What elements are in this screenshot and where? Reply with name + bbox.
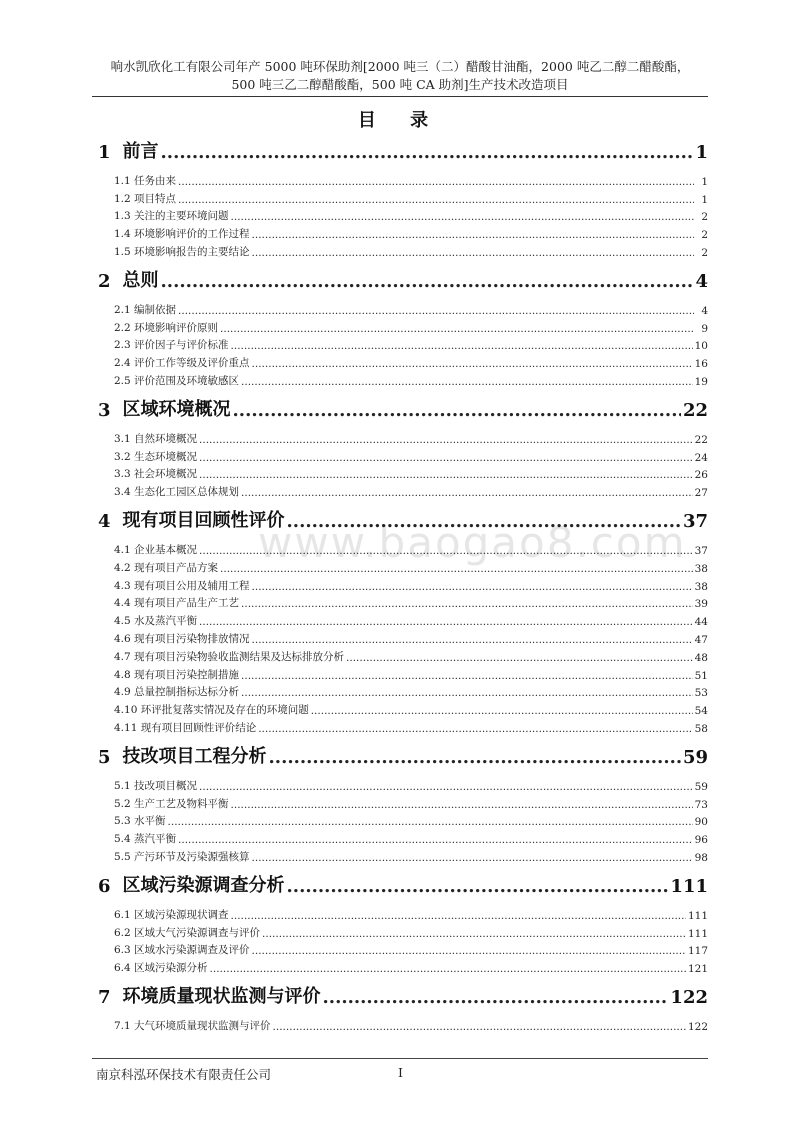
section-page: 19 — [694, 375, 708, 388]
toc-chapter-4[interactable] — [92, 499, 708, 539]
chapter-number: 4 — [98, 511, 111, 533]
dot-leader — [252, 852, 693, 864]
toc-section[interactable] — [92, 317, 708, 335]
toc-section[interactable] — [92, 1015, 708, 1033]
section-page: 117 — [687, 945, 708, 958]
dot-leader — [287, 876, 669, 897]
section-page: 2 — [701, 246, 708, 259]
dot-leader — [311, 705, 693, 717]
dot-leader — [241, 376, 693, 388]
dot-leader — [168, 816, 693, 828]
toc-chapter-7[interactable] — [92, 975, 708, 1015]
toc-section[interactable] — [92, 593, 708, 611]
toc-section[interactable] — [92, 922, 708, 940]
dot-leader — [241, 487, 693, 499]
dot-leader — [231, 799, 693, 811]
section-page: 9 — [701, 322, 708, 335]
chapter-page: 59 — [682, 746, 708, 768]
section-label: 6.4 区域污染源分析 — [114, 962, 208, 975]
toc-section[interactable] — [92, 717, 708, 735]
chapter-page: 4 — [695, 270, 708, 292]
toc-section[interactable] — [92, 464, 708, 482]
dot-leader — [178, 305, 694, 317]
chapter-page: 22 — [682, 399, 708, 421]
toc-section[interactable] — [92, 481, 708, 499]
chapter-title: 总则 — [122, 269, 159, 291]
header-line-2: 500 吨三乙二醇醋酸酯，500 吨 CA 助剂]生产技术改造项目 — [231, 77, 569, 92]
section-label: 5.2 生产工艺及物料平衡 — [114, 797, 229, 810]
toc-section[interactable] — [92, 793, 708, 811]
toc-section[interactable] — [92, 646, 708, 664]
section-label: 4.5 水及蒸汽平衡 — [114, 615, 198, 628]
toc-section[interactable] — [92, 846, 708, 864]
toc-section[interactable] — [92, 335, 708, 353]
section-label: 2.5 评价范围及环境敏感区 — [114, 374, 240, 387]
footer-page-number: I — [398, 1065, 403, 1080]
section-label: 3.2 生态环境概况 — [114, 450, 198, 463]
dot-leader — [241, 598, 693, 610]
toc-chapter-3[interactable] — [92, 388, 708, 428]
section-page: 1 — [701, 193, 708, 206]
section-label: 2.3 评价因子与评价标准 — [114, 339, 229, 352]
dot-leader — [199, 434, 693, 446]
section-page: 47 — [694, 633, 708, 646]
toc-section[interactable] — [92, 828, 708, 846]
section-label: 2.1 编制依据 — [114, 303, 177, 316]
toc-section[interactable] — [92, 699, 708, 717]
chapter-title: 区域污染源调查分析 — [122, 874, 285, 896]
section-page: 4 — [701, 304, 708, 317]
chapter-number: 6 — [98, 875, 111, 897]
page-footer — [92, 1058, 708, 1083]
chapter-number: 5 — [98, 746, 111, 768]
dot-leader — [231, 340, 693, 352]
section-label: 5.1 技改项目概况 — [114, 779, 198, 792]
section-page: 27 — [694, 487, 708, 500]
toc-section[interactable] — [92, 299, 708, 317]
toc-section[interactable] — [92, 575, 708, 593]
section-page: 39 — [694, 598, 708, 611]
chapter-title: 前言 — [122, 141, 159, 162]
dot-leader — [241, 670, 693, 682]
section-page: 122 — [687, 1020, 708, 1033]
section-page: 111 — [687, 927, 708, 940]
dot-leader — [258, 723, 692, 735]
dot-leader — [269, 747, 681, 768]
chapter-number: 1 — [98, 142, 111, 163]
section-page: 24 — [694, 451, 708, 464]
dot-leader — [178, 194, 694, 206]
section-page: 44 — [694, 616, 708, 629]
table-of-contents — [92, 130, 708, 1033]
toc-section[interactable] — [92, 241, 708, 259]
toc-section[interactable] — [92, 957, 708, 975]
dot-leader — [161, 142, 694, 163]
toc-section[interactable] — [92, 610, 708, 628]
dot-leader — [178, 834, 693, 846]
section-label: 1.2 项目特点 — [114, 192, 177, 205]
watermark: www.baogao8.com — [258, 518, 687, 567]
dot-leader — [252, 581, 693, 593]
header-divider — [92, 96, 708, 97]
dot-leader — [231, 211, 694, 223]
toc-chapter-2[interactable] — [92, 259, 708, 299]
section-label: 3.4 生态化工园区总体规划 — [114, 486, 240, 499]
toc-chapter-5[interactable] — [92, 735, 708, 775]
section-label: 5.3 水平衡 — [114, 815, 166, 828]
section-page: 96 — [694, 834, 708, 847]
section-page: 1 — [701, 175, 708, 188]
section-label: 1.5 环境影响报告的主要结论 — [114, 245, 250, 258]
section-page: 59 — [694, 780, 708, 793]
toc-chapter-6[interactable] — [92, 864, 708, 904]
section-label: 5.4 蒸汽平衡 — [114, 833, 177, 846]
section-page: 26 — [694, 469, 708, 482]
dot-leader — [199, 616, 693, 628]
chapter-page: 111 — [670, 875, 708, 897]
dot-leader — [233, 400, 681, 421]
chapter-number: 7 — [98, 987, 111, 1009]
section-page: 16 — [694, 358, 708, 371]
section-label: 7.1 大气环境质量现状监测与评价 — [114, 1019, 271, 1032]
chapter-number: 2 — [98, 270, 111, 292]
dot-leader — [346, 652, 693, 664]
toc-chapter-1[interactable] — [92, 130, 708, 170]
section-page: 22 — [694, 433, 708, 446]
dot-leader — [210, 963, 686, 975]
dot-leader — [199, 545, 693, 557]
section-label: 2.2 环境影响评价原则 — [114, 321, 219, 334]
section-page: 38 — [694, 580, 708, 593]
section-label: 4.1 企业基本概况 — [114, 543, 198, 556]
toc-section[interactable] — [92, 940, 708, 958]
toc-section[interactable] — [92, 557, 708, 575]
section-label: 6.3 区域水污染源调查及评价 — [114, 944, 250, 957]
footer-company: 南京科泓环保技术有限责任公司 — [96, 1067, 272, 1082]
dot-leader — [252, 358, 693, 370]
section-label: 1.1 任务由来 — [114, 174, 177, 187]
section-label: 4.8 现有项目污染控制措施 — [114, 668, 240, 681]
section-label: 4.4 现有项目产品生产工艺 — [114, 597, 240, 610]
toc-section[interactable] — [92, 223, 708, 241]
section-page: 48 — [694, 651, 708, 664]
toc-section[interactable] — [92, 628, 708, 646]
section-label: 6.1 区域污染源现状调查 — [114, 908, 229, 921]
section-page: 38 — [694, 562, 708, 575]
dot-leader — [199, 781, 693, 793]
section-label: 4.3 现有项目公用及辅用工程 — [114, 579, 250, 592]
section-label: 3.1 自然环境概况 — [114, 432, 198, 445]
toc-title: 目 录 — [357, 110, 443, 131]
dot-leader — [231, 910, 686, 922]
section-label: 1.3 关注的主要环境问题 — [114, 210, 229, 223]
toc-section[interactable] — [92, 170, 708, 188]
section-page: 53 — [694, 687, 708, 700]
section-page: 54 — [694, 705, 708, 718]
section-label: 4.7 现有项目污染物验收监测结果及达标排放分析 — [114, 650, 345, 663]
section-page: 98 — [694, 851, 708, 864]
section-label: 4.10 环评批复落实情况及存在的环境问题 — [114, 704, 309, 717]
section-label: 4.2 现有项目产品方案 — [114, 561, 219, 574]
section-label: 2.4 评价工作等级及评价重点 — [114, 357, 250, 370]
section-page: 90 — [694, 816, 708, 829]
dot-leader — [287, 511, 681, 532]
section-page: 10 — [694, 340, 708, 353]
dot-leader — [220, 563, 693, 575]
toc-section[interactable] — [92, 811, 708, 829]
section-page: 51 — [694, 669, 708, 682]
section-label: 1.4 环境影响评价的工作过程 — [114, 228, 250, 241]
toc-section[interactable] — [92, 370, 708, 388]
toc-section[interactable] — [92, 775, 708, 793]
chapter-number: 3 — [98, 399, 111, 421]
section-label: 6.2 区域大气污染源调查与评价 — [114, 926, 261, 939]
section-page: 58 — [694, 722, 708, 735]
chapter-title: 区域环境概况 — [122, 398, 231, 420]
dot-leader — [220, 323, 694, 335]
section-label: 3.3 社会环境概况 — [114, 468, 198, 481]
chapter-title: 环境质量现状监测与评价 — [122, 986, 321, 1008]
dot-leader — [323, 987, 669, 1008]
toc-section[interactable] — [92, 446, 708, 464]
toc-section[interactable] — [92, 682, 708, 700]
dot-leader — [178, 176, 694, 188]
dot-leader — [199, 452, 693, 464]
section-page: 121 — [687, 963, 708, 976]
chapter-page: 1 — [695, 142, 708, 163]
section-label: 5.5 产污环节及污染源强核算 — [114, 850, 250, 863]
section-page: 111 — [687, 909, 708, 922]
section-page: 37 — [694, 544, 708, 557]
dot-leader — [252, 229, 694, 241]
dot-leader — [241, 687, 693, 699]
toc-section[interactable] — [92, 539, 708, 557]
page-header — [92, 58, 708, 94]
section-label: 4.9 总量控制指标达标分析 — [114, 686, 240, 699]
chapter-title: 技改项目工程分析 — [122, 745, 267, 767]
header-line-1: 响水凯欣化工有限公司年产 5000 吨环保助剂[2000 吨三（二）醋酸甘油酯，2000 吨乙二醇二醋酸酯， — [110, 59, 690, 74]
chapter-page: 37 — [682, 511, 708, 533]
dot-leader — [273, 1021, 686, 1033]
section-page: 2 — [701, 211, 708, 224]
section-label: 4.11 现有项目回顾性评价结论 — [114, 721, 257, 734]
dot-leader — [252, 247, 694, 259]
section-page: 73 — [694, 798, 708, 811]
chapter-title: 现有项目回顾性评价 — [122, 510, 285, 532]
toc-section[interactable] — [92, 206, 708, 224]
toc-section[interactable] — [92, 664, 708, 682]
toc-section[interactable] — [92, 904, 708, 922]
chapter-page: 122 — [670, 987, 708, 1009]
dot-leader — [199, 469, 693, 481]
dot-leader — [252, 945, 686, 957]
section-page: 2 — [701, 229, 708, 242]
dot-leader — [252, 634, 693, 646]
toc-section[interactable] — [92, 428, 708, 446]
dot-leader — [262, 928, 686, 940]
toc-section[interactable] — [92, 352, 708, 370]
section-label: 4.6 现有项目污染物排放情况 — [114, 632, 250, 645]
toc-section[interactable] — [92, 188, 708, 206]
dot-leader — [161, 271, 694, 292]
